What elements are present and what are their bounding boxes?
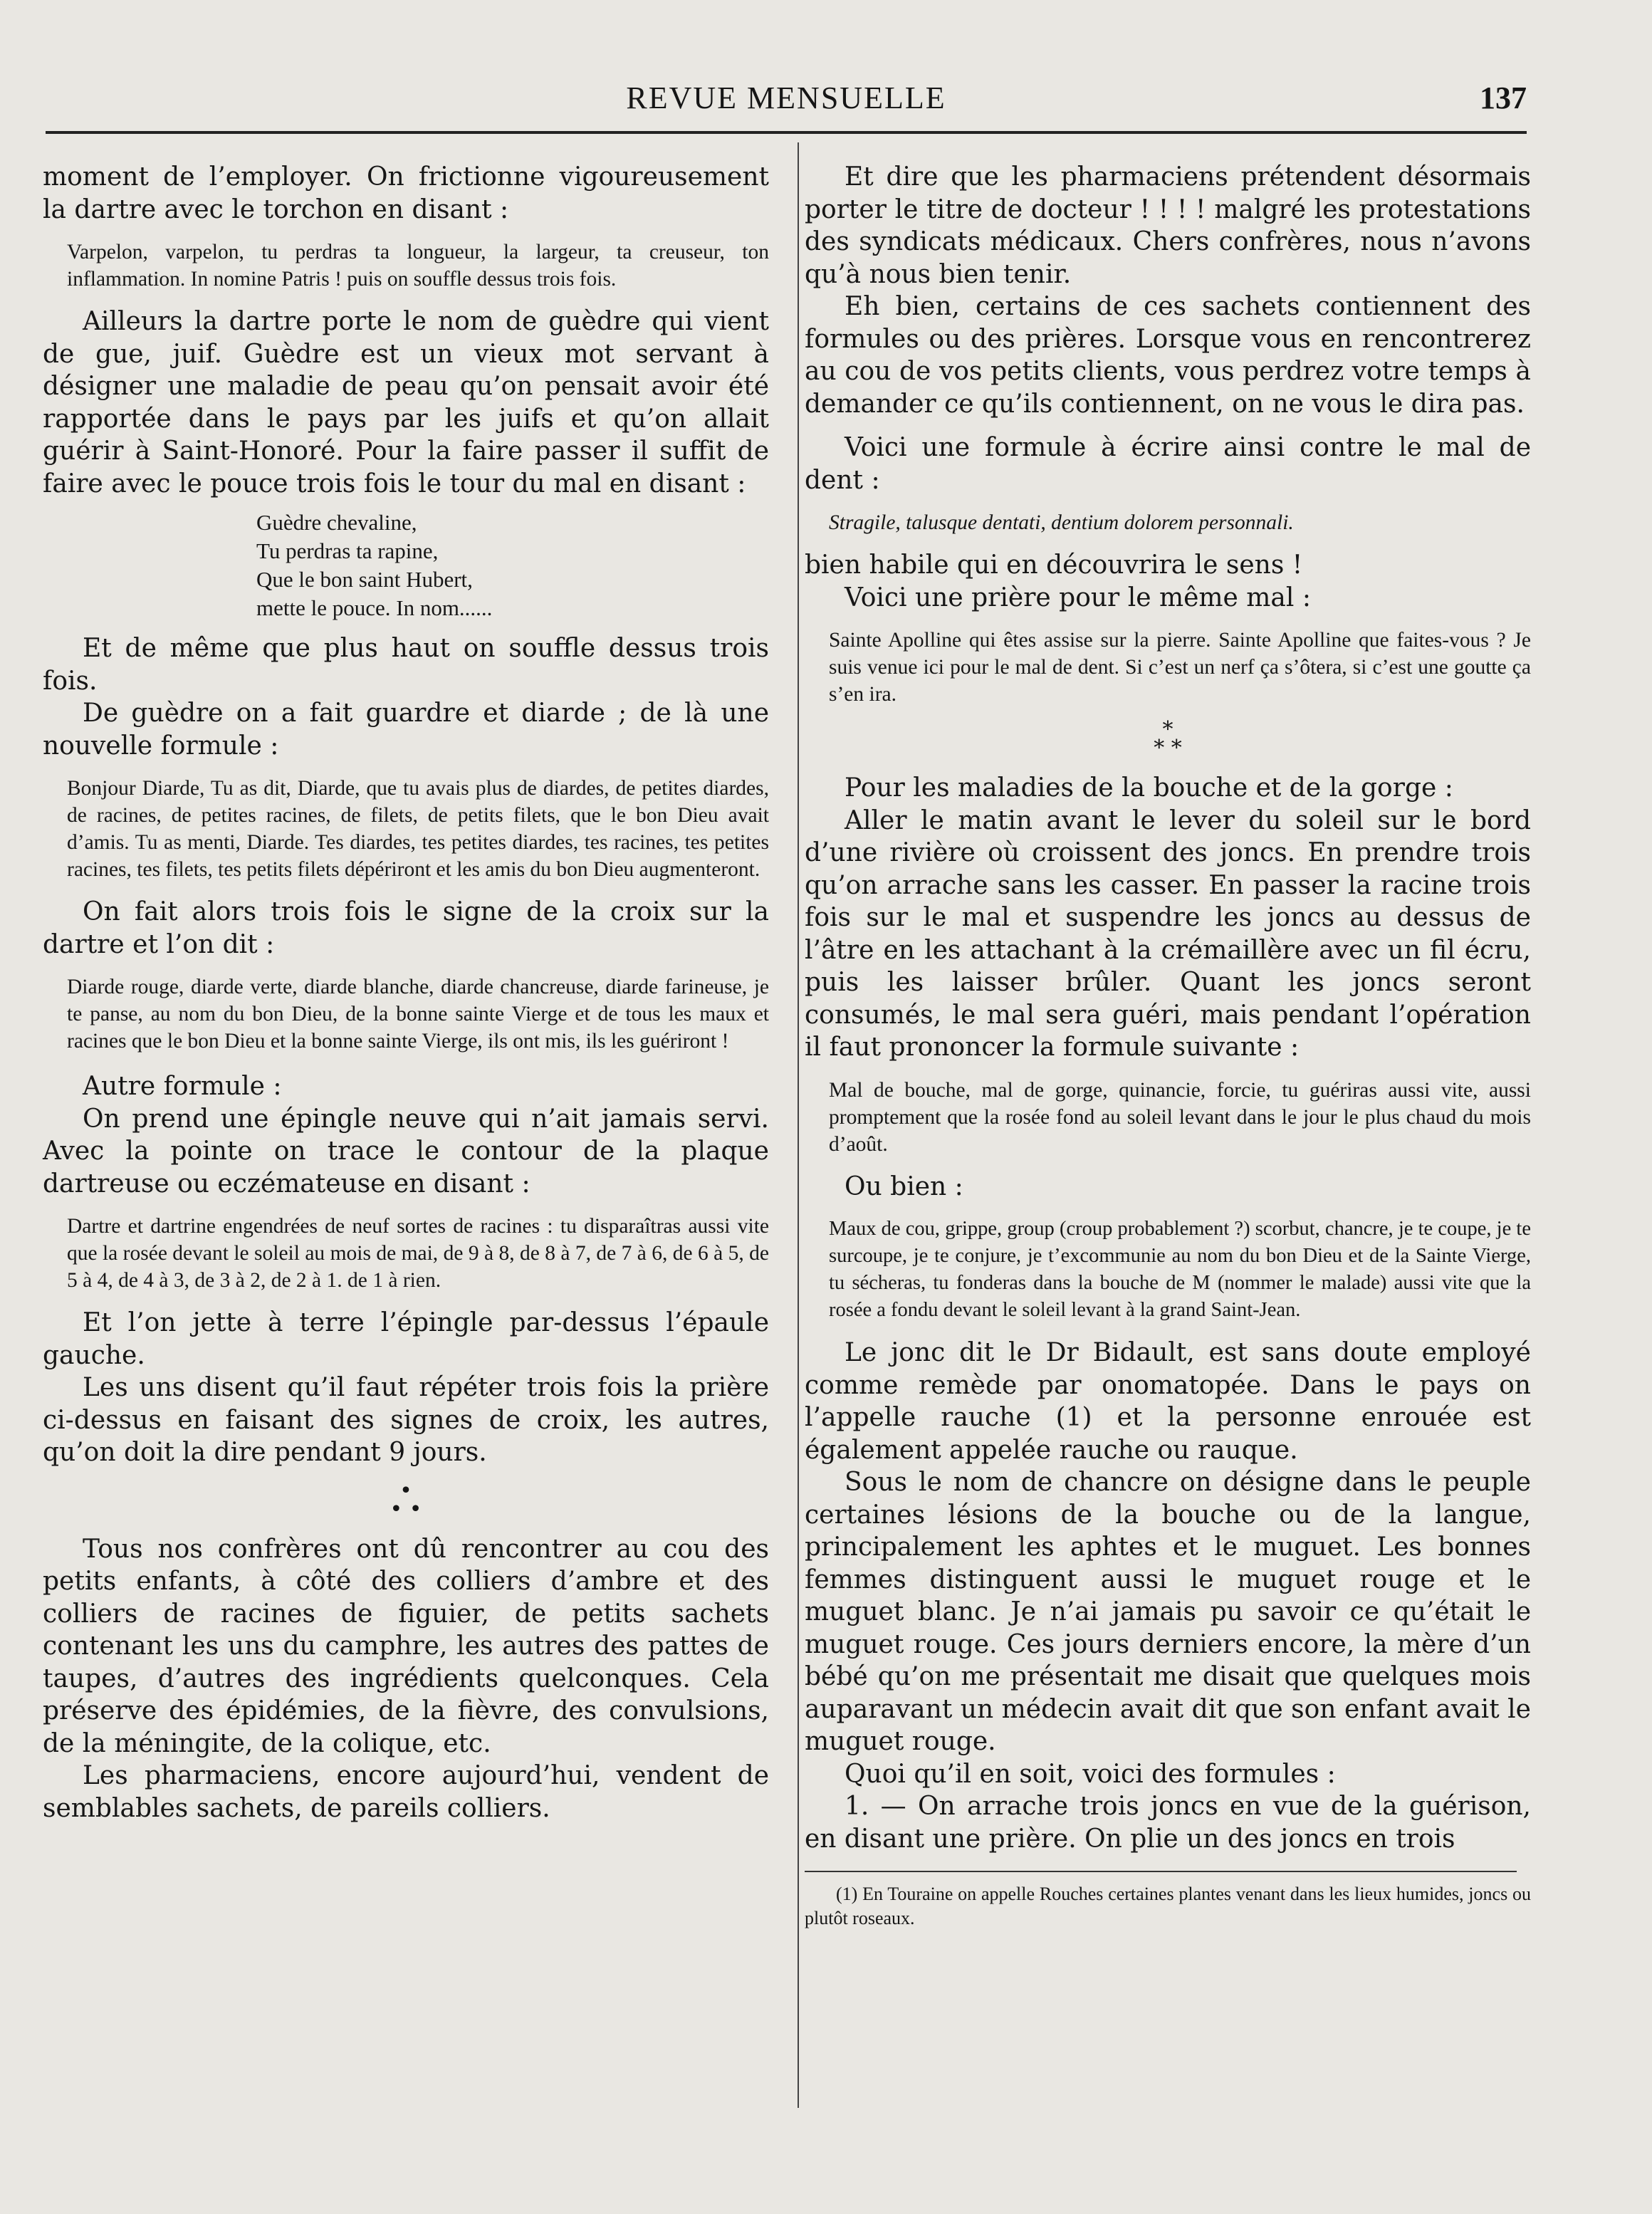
paragraph: De guèdre on a fait guardre et diarde ; de là une nouvelle formule : (43, 699, 769, 761)
asterism-ornament: • • • (390, 1478, 422, 1522)
right-column (805, 161, 1531, 1931)
verse-line: Que le bon saint Hubert, (256, 567, 473, 592)
page-header (46, 80, 1527, 122)
paragraph: On fait alors trois fois le signe de la croix sur la dartre et l’on dit : (43, 897, 769, 959)
verse-line: Tu perdras ta rapine, (256, 538, 439, 563)
paragraph: Tous nos confrères ont dû rencontrer au cou des petits enfants, à côté des colliers d’ambre et des colliers de racines de figuier, de petits sachets contenant les uns du camphre, les autres des pattes de taupes, d’autres des ingrédients quelconques. Cela préserve des épidémies, de la fièvre, des convulsions, de la méningite, de la colique, etc. (43, 1534, 769, 1758)
paragraph: Eh bien, certains de ces sachets contiennent des formules ou des prières. Lorsque vous en rencontrerez au cou de vos petits clients, vous perdrez votre temps à demander ce qu’ils contiennent, on ne vous le dira pas. (805, 292, 1531, 419)
paragraph: Aller le matin avant le lever du soleil sur le bord d’une rivière où croissent des joncs. En prendre trois qu’on arrache sans les casser. En passer la racine trois fois sur le mal et suspendre les joncs au dessus de l’âtre en les attachant à la crémaillère avec un fil écru, puis les laisser brûler. Quant les joncs seront consumés, le mal sera guéri, mais pendant l’opération il faut prononcer la formule suivante : (805, 805, 1531, 1062)
quoted-formula: Bonjour Diarde, Tu as dit, Diarde, que tu avais plus de diardes, de petites diardes, de racines, de petites racines, de filets, de petits filets, que le bon Dieu avait d’amis. Tu as menti, Diarde. Tes diardes, tes petites diardes, tes racines, tes petites racines, tes filets, tes petits filets dépériront et les amis du bon Dieu augmenteront. (67, 777, 769, 881)
paragraph: Quoi qu’il en soit, voici des formules : (845, 1759, 1336, 1789)
page-number: 137 (1480, 80, 1527, 115)
verse-line: Guèdre chevaline, (256, 510, 417, 535)
paragraph: moment de l’employer. On frictionne vigoureusement la dartre avec le torchon en disant : (43, 162, 769, 224)
paragraph: Les uns disent qu’il faut répéter trois fois la prière ci-dessus en faisant des signes de croix, les autres, qu’on doit la dire pendant 9 jours. (43, 1373, 769, 1467)
paragraph: Ailleurs la dartre porte le nom de guèdre qui vient de gue, juif. Guèdre est un vieux mot servant à désigner une maladie de peau qu’on pensait avoir été rapportée dans le pays par les juifs et qu’on allait guérir à Saint-Honoré. Pour la faire passer il suffit de faire avec le pouce trois fois le tour du mal en disant : (43, 307, 769, 498)
paragraph: Pour les maladies de la bouche et de la gorge : (845, 773, 1453, 803)
verse-block (256, 508, 769, 622)
asterism-ornament: * * * (1154, 717, 1182, 761)
paragraph: Ou bien : (845, 1171, 963, 1201)
quoted-formula: Dartre et dartrine engendrées de neuf sortes de racines : tu disparaîtras aussi vite que la rosée devant le soleil au mois de mai, de 9 à 8, de 8 à 7, de 7 à 6, de 6 à 5, de 5 à 4, de 4 à 3, de 3 à 2, de 2 à 1. de 1 à rien. (67, 1215, 769, 1292)
running-title: REVUE MENSUELLE (626, 80, 946, 115)
header-rule (46, 131, 1527, 134)
paragraph: Et de même que plus haut on souffle dessus trois fois. (43, 634, 769, 696)
paragraph: 1. — On arrache trois joncs en vue de la guérison, en disant une prière. On plie un des joncs en trois (805, 1792, 1531, 1854)
paragraph: Sous le nom de chancre on désigne dans le peuple certaines lésions de la bouche ou de la langue, principalement les aphtes et le muguet. Les bonnes femmes distinguent aussi le muguet rouge et le muguet blanc. Je n’ai jamais pu savoir ce qu’était le muguet rouge. Ces jours derniers encore, la mère d’un bébé qu’on me présentait me disait que quelques mois auparavant un médecin avait dit que son enfant avait le muguet rouge. (805, 1468, 1531, 1756)
column-divider (798, 142, 799, 2108)
left-column (43, 161, 769, 1824)
quoted-formula: Maux de cou, grippe, group (croup probablement ?) scorbut, chancre, je te coupe, je te surcoupe, je te conjure, je t’excommunie au nom du bon Dieu et de la Sainte Vierge, tu sécheras, tu fonderas dans la bouche de M (nommer le malade) aussi vite que la rosée a fondu devant le soleil levant à la grand Saint-Jean. (829, 1218, 1531, 1321)
quoted-formula: Stragile, talusque dentati, dentium dolorem personnali. (829, 511, 1294, 534)
section-heading: Autre formule : (83, 1072, 282, 1101)
footnote: (1) En Touraine on appelle Rouches certaines plantes venant dans les lieux humides, joncs ou plutôt roseaux. (805, 1884, 1531, 1928)
quoted-formula: Mal de bouche, mal de gorge, quinancie, forcie, tu guériras aussi vite, aussi promptement que la rosée fond au soleil levant dans le jour le plus chaud du mois d’août. (829, 1078, 1531, 1156)
paragraph: On prend une épingle neuve qui n’ait jamais servi. Avec la pointe on trace le contour de la plaque dartreuse ou eczémateuse en disant : (43, 1104, 769, 1199)
verse-line: mette le pouce. In nom...... (256, 595, 493, 620)
quoted-formula: Varpelon, varpelon, tu perdras ta longueur, la largeur, ta creuseur, ton inflammation. In nomine Patris ! puis on souffle dessus trois fois. (67, 241, 769, 291)
quoted-formula: Diarde rouge, diarde verte, diarde blanche, diarde chancreuse, diarde farineuse, je te panse, au nom du bon Dieu, de la bonne sainte Vierge et de tous les maux et racines que le bon Dieu et la bonne sainte Vierge, ils ont mis, ils les guériront ! (67, 976, 769, 1053)
footnote-rule (805, 1871, 1517, 1872)
paragraph: Voici une formule à écrire ainsi contre le mal de dent : (805, 433, 1531, 495)
paragraph: Le jonc dit le Dr Bidault, est sans doute employé comme remède par onomatopée. Dans le pays on l’appelle rauche (1) et la personne enrouée est également appelée rauche ou rauque. (805, 1338, 1531, 1465)
paragraph: Et dire que les pharmaciens prétendent désormais porter le titre de docteur ! ! ! ! malgré les protestations des syndicats médicaux. Chers confrères, nous n’avons qu’à nous bien tenir. (805, 162, 1531, 289)
paragraph: bien habile qui en découvrira le sens ! (805, 550, 1303, 580)
paragraph: Les pharmaciens, encore aujourd’hui, vendent de semblables sachets, de pareils colliers. (43, 1761, 769, 1823)
paragraph: Et l’on jette à terre l’épingle par-dessus l’épaule gauche. (43, 1308, 769, 1370)
quoted-formula: Sainte Apolline qui êtes assise sur la pierre. Sainte Apolline que faites-vous ? Je suis venue ici pour le mal de dent. Si c’est un nerf ça s’ôtera, si c’est une goutte ça s’en ira. (829, 629, 1531, 706)
paragraph: Voici une prière pour le même mal : (845, 583, 1311, 612)
